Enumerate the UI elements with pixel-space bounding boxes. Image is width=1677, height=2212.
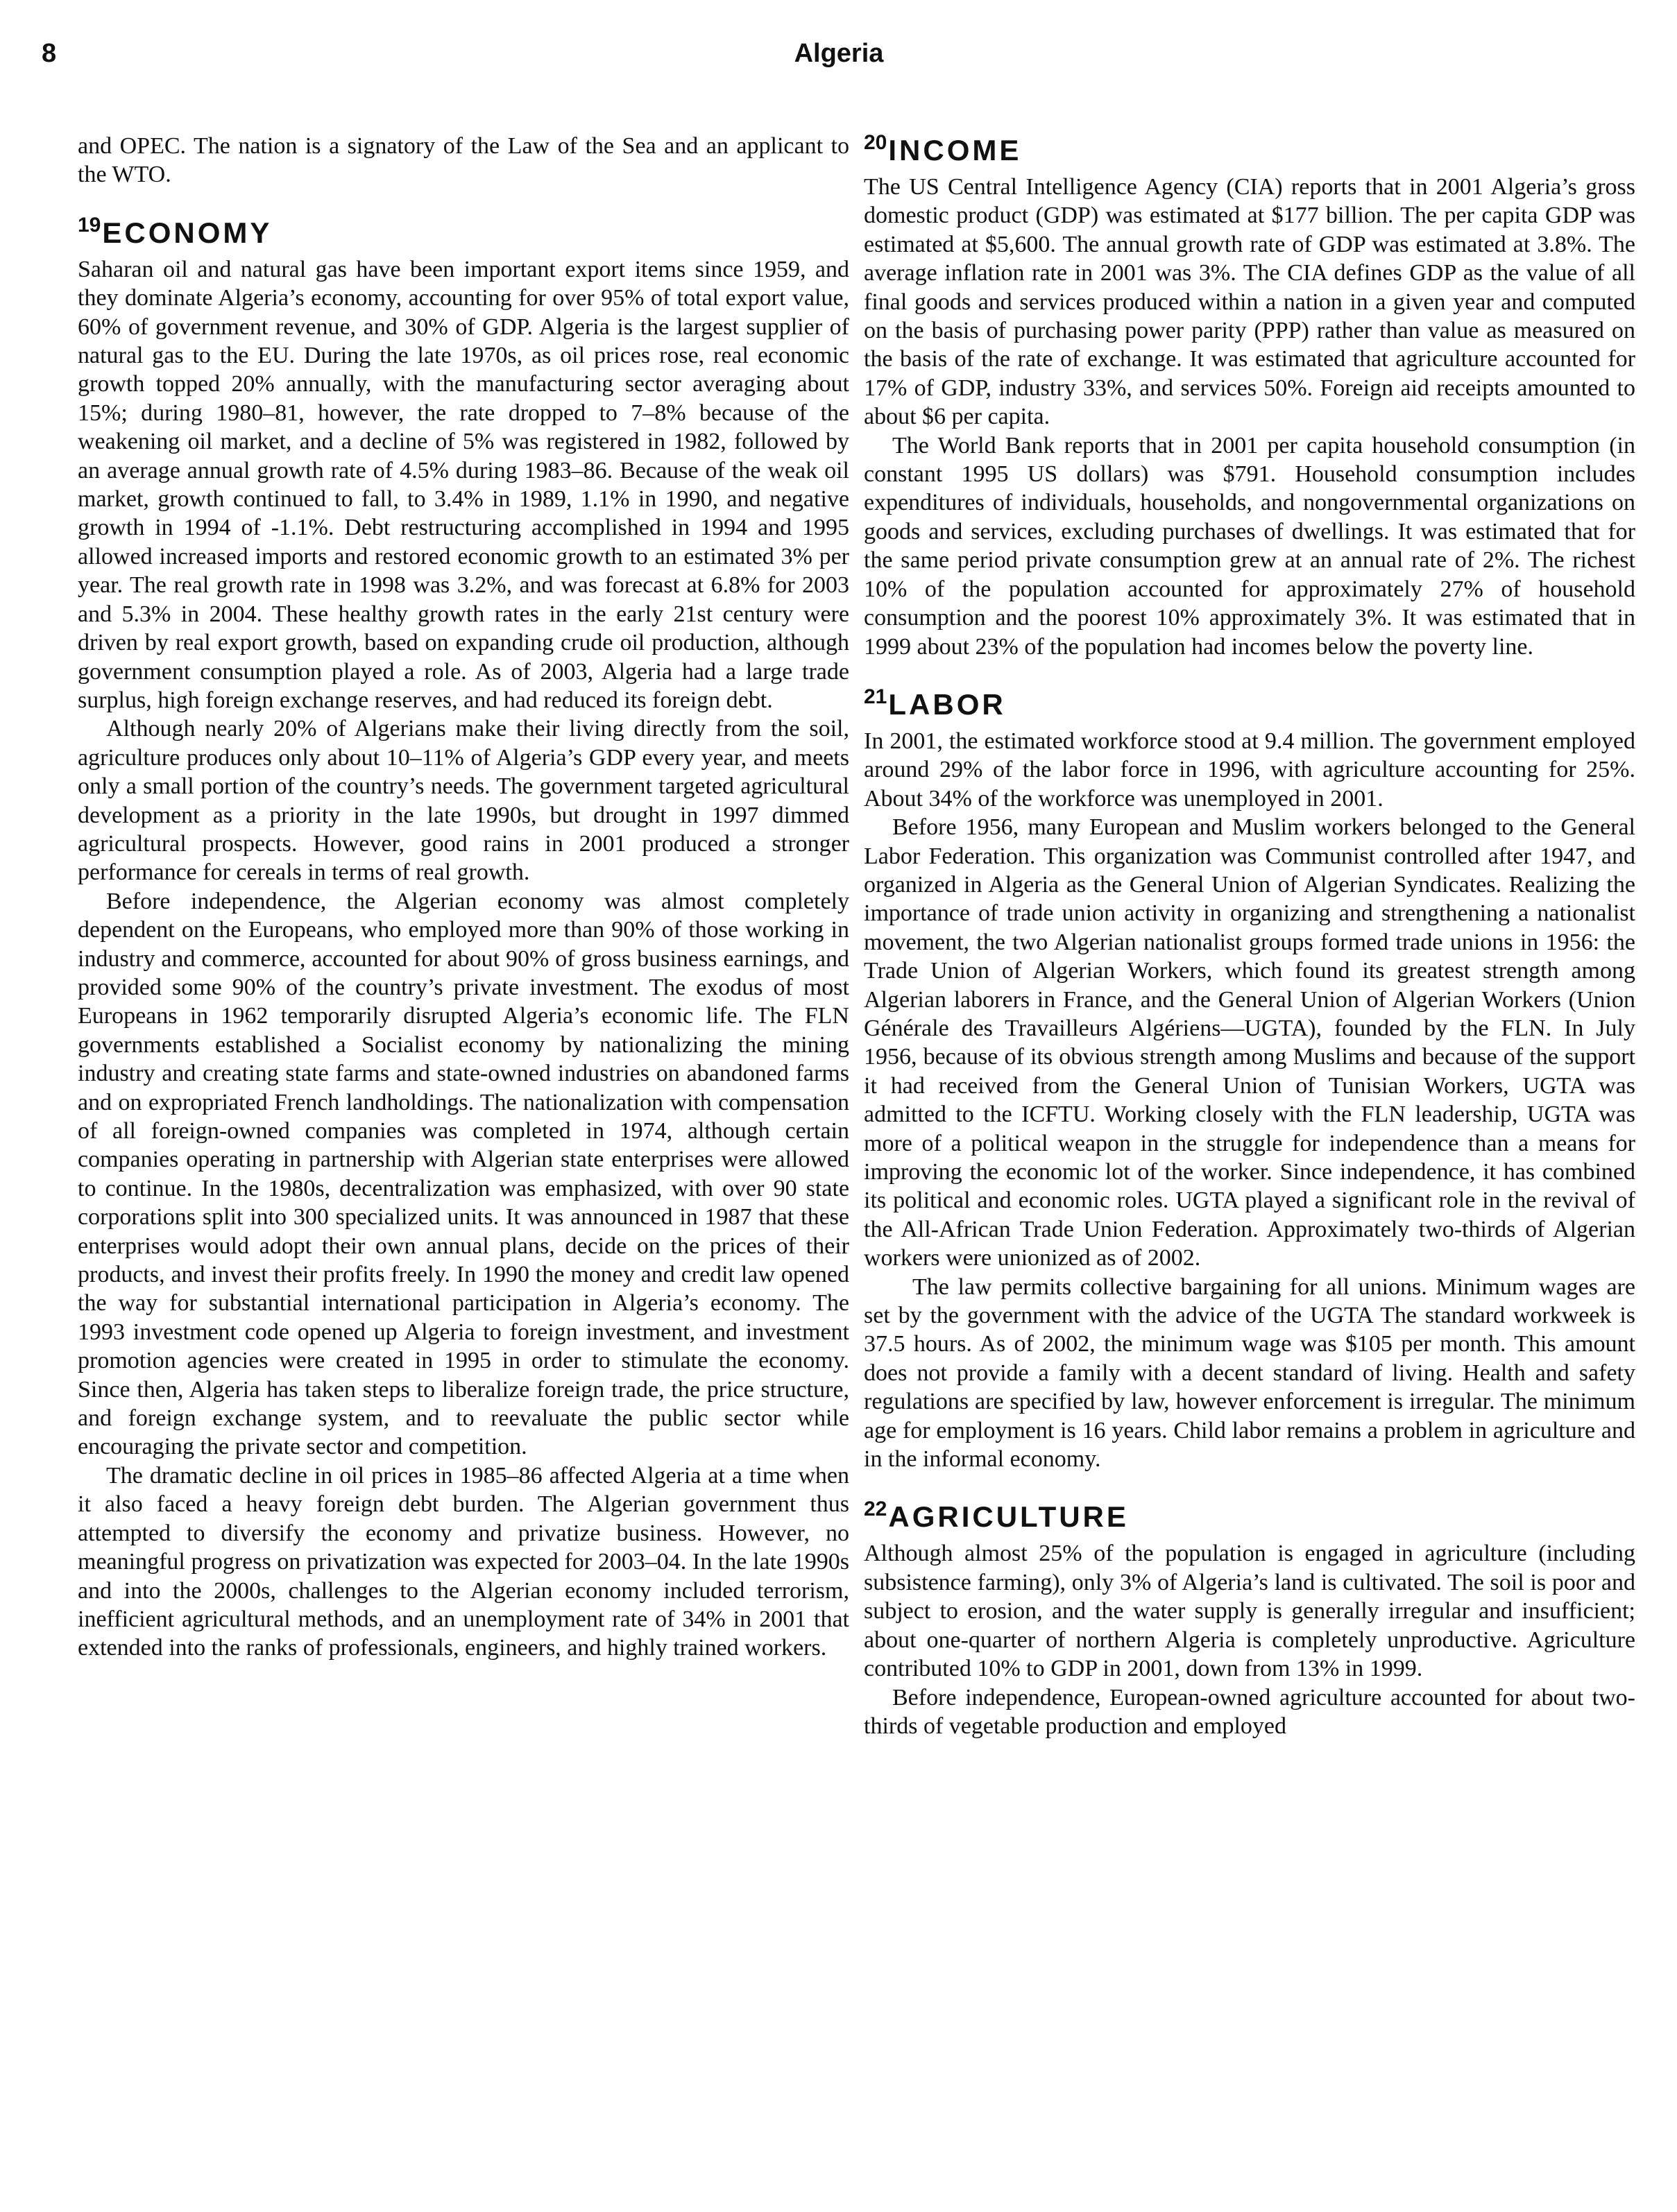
section-number: 22: [864, 1498, 887, 1521]
paragraph: The US Central Intelligence Agency (CIA) reports that in 2001 Algeria’s gross domestic product (GDP) was estimated at $177 billion. The per capita GDP was estimated at $5,600. The annual growth rate of GDP was estimated at 3.8%. The average inflation rate in 2001 was 3%. The CIA defines GDP as the value of all final goods and services produced within a nation in a given year and computed on the basis of purchasing power parity (PPP) rather than value as measured on the basis of the rate of exchange. It was estimated that agriculture accounted for 17% of GDP, industry 33%, and services 50%. Foreign aid receipts amounted to about $6 per capita.: [864, 174, 1635, 430]
running-title: Algeria: [794, 39, 884, 68]
paragraph: Before independence, European-owned agriculture accounted for about two-thirds of vegetable production and employed: [864, 1684, 1635, 1739]
page-header: [42, 39, 1636, 80]
section-heading-income: [864, 122, 1635, 171]
section-title: ECONOMY: [102, 216, 273, 249]
paragraph: In 2001, the estimated workforce stood at 9.4 million. The government employed around 29% of the labor force in 1996, with agriculture accounting for 25%. About 34% of the workforce was unemployed in 2001.: [864, 728, 1635, 812]
section-heading-economy: [78, 205, 849, 254]
section-number: 20: [864, 131, 887, 154]
paragraph: Although nearly 20% of Algerians make their living directly from the soil, agriculture produces only about 10–11% of Algeria’s GDP every year, and meets only a small portion of the country’s needs. The government targeted agricultural development as a priority in the late 1990s, but drought in 1997 dimmed agricultural prospects. However, good rains in 2001 produced a stronger performance for cereals in terms of real growth.: [78, 716, 849, 886]
section-title: LABOR: [888, 687, 1006, 721]
section-title: INCOME: [888, 134, 1022, 166]
intro-paragraph: and OPEC. The nation is a signatory of the Law of the Sea and an applicant to the WTO.: [78, 133, 849, 188]
paragraph: Before independence, the Algerian economy was almost completely dependent on the Europeans, who employed more than 90% of those working in industry and commerce, accounted for about 90% of gross business earnings, and provided some 90% of the country’s private investment. The exodus of most Europeans in 1962 temporarily disrupted Algeria’s economic life. The FLN governments established a Socialist economy by nationalizing the mining industry and creating state farms and state-owned industries on abandoned farms and on expropriated French landholdings. The nationalization with compensation of all foreign-owned companies was completed in 1974, although certain companies operating in partnership with Algerian state enterprises were allowed to continue. In the 1980s, decentralization was emphasized, with over 90 state corporations split into 300 specialized units. It was announced in 1987 that these enterprises would adopt their own annual plans, decide on the prices of their products, and invest their profits freely. In 1990 the money and credit law opened the way for substantial international participation in Algeria’s economy. The 1993 investment code opened up Algeria to foreign investment, and investment promotion agencies were created in 1995 in order to stimulate the economy. Since then, Algeria has taken steps to liberalize foreign trade, the price structure, and foreign exchange system, and to reevaluate the public sector while encouraging the private sector and competition.: [78, 888, 849, 1460]
section-heading-agriculture: [864, 1489, 1635, 1538]
paragraph: Saharan oil and natural gas have been important export items since 1959, and they dominate Algeria’s economy, accounting for over 95% of total export value, 60% of government revenue, and 30% of GDP. Algeria is the largest supplier of natural gas to the EU. During the late 1970s, as oil prices rose, real economic growth topped 20% annually, with the manufacturing sector averaging about 15%; during 1980–81, however, the rate dropped to 7–8% because of the weakening oil market, and a decline of 5% was registered in 1982, followed by an average annual growth rate of 4.5% during 1983–86. Because of the weak oil market, growth continued to fall, to 3.4% in 1989, 1.1% in 1990, and negative growth in 1994 of -1.1%. Debt restructuring accomplished in 1994 and 1995 allowed increased imports and restored economic growth to an estimated 3% per year. The real growth rate in 1998 was 3.2%, and was forecast at 6.8% for 2003 and 5.3% in 2004. These healthy growth rates in the early 21st century were driven by real export growth, based on expanding crude oil production, although government consumption played a role. As of 2003, Algeria had a large trade surplus, high foreign exchange reserves, and had reduced its foreign debt.: [78, 256, 849, 713]
paragraph: The dramatic decline in oil prices in 1985–86 affected Algeria at a time when it also faced a heavy foreign debt burden. The Algerian government thus attempted to diversify the economy and privatize business. However, no meaningful progress on privatization was expected for 2003–04. In the late 1990s and into the 2000s, challenges to the Algerian economy included terrorism, inefficient agricultural methods, and an unemployment rate of 34% in 2001 that extended into the ranks of professionals, engineers, and highly trained workers.: [78, 1462, 849, 1661]
section-heading-labor: [864, 676, 1635, 726]
section-number: 21: [864, 685, 887, 708]
right-column: [864, 122, 1635, 1740]
page-number: 8: [42, 39, 57, 68]
paragraph: The law permits collective bargaining for all unions. Minimum wages are set by the government with the advice of the UGTA The standard workweek is 37.5 hours. As of 2002, the minimum wage was $105 per month. This amount does not provide a family with a decent standard of living. Health and safety regulations are specified by law, however enforcement is irregular. The minimum age for employment is 16 years. Child labor remains a problem in agriculture and in the informal economy.: [864, 1274, 1635, 1473]
paragraph: The World Bank reports that in 2001 per capita household consumption (in constant 1995 US dollars) was $791. Household consumption includes expenditures of individuals, households, and nongovernmental organizations on goods and services, excluding purchases of dwellings. It was estimated that for the same period private consumption grew at an annual rate of 2%. The richest 10% of the population accounted for approximately 27% of household consumption and the poorest 10% approximately 3%. It was estimated that in 1999 about 23% of the population had incomes below the poverty line.: [864, 432, 1635, 660]
paragraph: Although almost 25% of the population is engaged in agriculture (including subsistence farming), only 3% of Algeria’s land is cultivated. The soil is poor and subject to erosion, and the water supply is generally irregular and insufficient; about one-quarter of northern Algeria is completely unproductive. Agriculture contributed 10% to GDP in 2001, down from 13% in 1999.: [864, 1541, 1635, 1682]
section-title: AGRICULTURE: [888, 1500, 1129, 1534]
paragraph: Before 1956, many European and Muslim workers belonged to the General Labor Federation. This organization was Communist controlled after 1947, and organized in Algeria as the General Union of Algerian Syndicates. Realizing the importance of trade union activity in organizing and strengthening a nationalist movement, the two Algerian nationalist groups formed trade unions in 1956: the Trade Union of Algerian Workers, which found its greatest strength among Algerian laborers in France, and the General Union of Algerian Workers (Union Générale des Travailleurs Algériens—UGTA), founded by the FLN. In July 1956, because of its obvious strength among Muslims and because of the support it had received from the General Union of Tunisian Workers, UGTA was admitted to the ICFTU. Working closely with the FLN leadership, UGTA was more of a political weapon in the struggle for independence than a means for improving the economic lot of the worker. Since independence, it has combined its political and economic roles. UGTA played a significant role in the revival of the All-African Trade Union Federation. Approximately two-thirds of Algerian workers were unionized as of 2002.: [864, 814, 1635, 1271]
section-number: 19: [78, 213, 101, 237]
left-column: [78, 132, 849, 1663]
